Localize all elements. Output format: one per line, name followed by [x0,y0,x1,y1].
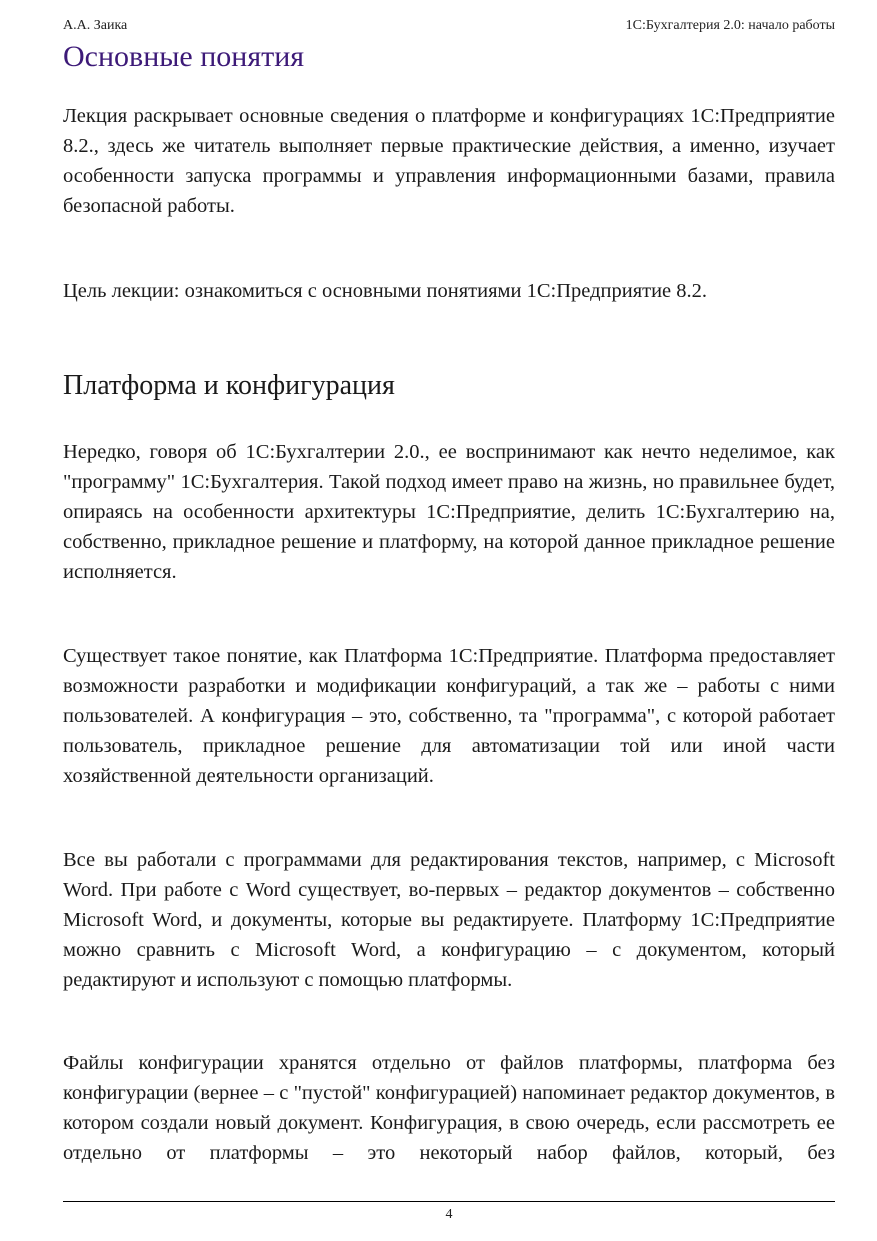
body-paragraph: Все вы работали с программами для редактирования текстов, например, с Microsoft Word. При работе с Word существует, во-первых – редактор документов – собственно Microsoft Word, и документы, которые вы редактируете. Платформу 1С:Предприятие можно сравнить с Microsoft Word, а конфигурацию – с документом, который редактируют и используют с помощью платформы. [63,849,835,991]
document-page [63,0,835,1241]
body-paragraph: Существует такое понятие, как Платформа 1С:Предприятие. Платформа предоставляет возможности разработки и модификации конфигураций, а так же – работы с ними пользователей. А конфигурация – это, собственно, та "программа", с которой работает пользователь, прикладное решение для автоматизации той или иной части хозяйственной деятельности организаций. [63,645,835,787]
section-heading: Платформа и конфигурация [63,370,395,401]
header-author: А.А. Заика [63,18,128,33]
lecture-goal-paragraph: Цель лекции: ознакомиться с основными понятиями 1С:Предприятие 8.2. [63,280,708,302]
page-number: 4 [445,1207,453,1222]
running-header [63,17,835,35]
page-title: Основные понятия [63,40,305,73]
footer-divider [63,1201,835,1202]
body-paragraph: Файлы конфигурации хранятся отдельно от файлов платформы, платформа без конфигурации (вернее – с "пустой" конфигурацией) напоминает редактор документов, в котором создали новый документ. Конфигурация, в свою очередь, если рассмотреть ее отдельно от платформы – это некоторый набор файлов, который, без [63,1052,835,1164]
intro-paragraph: Лекция раскрывает основные сведения о платформе и конфигурациях 1С:Предприятие 8.2., здесь же читатель выполняет первые практические действия, а именно, изучает особенности запуска программы и управления информационными базами, правила безопасной работы. [63,105,835,217]
body-paragraph: Нередко, говоря об 1С:Бухгалтерии 2.0., ее воспринимают как нечто неделимое, как "программу" 1С:Бухгалтерия. Такой подход имеет право на жизнь, но правильнее будет, опираясь на особенности архитектуры 1С:Предприятие, делить 1С:Бухгалтерию на, собственно, прикладное решение и платформу, на которой данное прикладное решение исполняется. [63,441,835,583]
header-book-title: 1С:Бухгалтерия 2.0: начало работы [625,18,835,33]
